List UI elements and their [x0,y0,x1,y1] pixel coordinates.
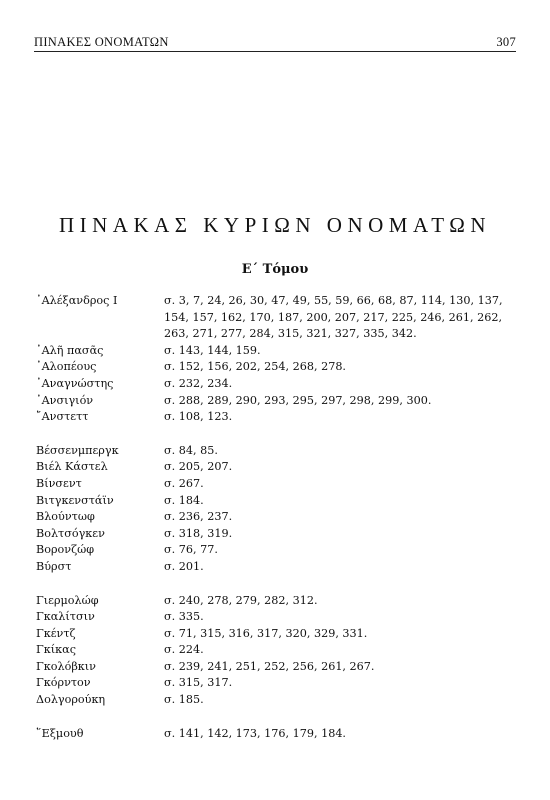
entry-name: Γιερμολώφ [36,593,99,607]
entry-pages: σ. 3, 7, 24, 26, 30, 47, 49, 55, 59, 66, 68, 87, 114, 130, 137, 154, 157, 162, 170, 187, 200, 207, 217, 225, 246, 261, 262, 263, 271, 277, 284, 315, 321, 327, 335, 342. [164,294,503,341]
entry-name: Γκολόβκιν [36,659,96,673]
entry-name: Βιέλ Κάστελ [36,460,108,474]
entry-pages: σ. 318, 319. [164,526,233,540]
entry-name: Βίνσεντ [36,476,82,490]
entry-pages: σ. 239, 241, 251, 252, 256, 261, 267. [164,659,375,673]
entry-name: ᾽Ανσιγιόν [36,393,94,407]
entry-pages: σ. 335. [164,610,204,624]
entry-pages: σ. 240, 278, 279, 282, 312. [164,593,318,607]
index-entry [36,459,516,476]
index-entry [36,393,516,410]
index-entry [36,443,516,460]
entry-pages: σ. 288, 289, 290, 293, 295, 297, 298, 299, 300. [164,393,432,407]
entry-name: Βορονζώφ [36,543,95,557]
index-entry [36,493,516,510]
running-title: ΠΙΝΑΚΕΣ ΟΝΟΜΑΤΩΝ [34,35,169,49]
entry-name: Γκίκας [36,643,76,657]
index-entry [36,659,516,676]
index-entry [36,476,516,493]
entry-pages: σ. 315, 317. [164,676,233,690]
index-entry [36,509,516,526]
group-spacer [36,426,516,443]
index-entry [36,409,516,426]
index-entry [36,609,516,626]
entry-pages: σ. 143, 144, 159. [164,343,261,357]
index-entry [36,593,516,610]
index-entry [36,626,516,643]
entry-name: Βύρστ [36,559,72,573]
index-title: ΠΙΝΑΚΑΣ ΚΥΡΙΩΝ ΟΝΟΜΑΤΩΝ [58,213,492,237]
index-entry [36,343,516,360]
entry-name: Δολγορούκη [36,693,106,707]
entry-pages: σ. 236, 237. [164,510,233,524]
entry-pages: σ. 224. [164,643,204,657]
entry-name: Βέσσενμπεργκ [36,443,119,457]
entry-pages: σ. 184. [164,493,204,507]
name-index [36,293,516,742]
entry-name: Γκαλίτσιν [36,610,95,624]
entry-name: ᾽Αλέξανδρος Ι [36,294,118,307]
entry-pages: σ. 108, 123. [164,410,233,424]
entry-name: Βλούντωφ [36,510,95,524]
header-rule [34,51,516,52]
entry-name: ῎Ανστεττ [36,410,89,424]
group-spacer [36,709,516,726]
entry-pages: σ. 76, 77. [164,543,218,557]
running-head [34,32,516,50]
entry-name: ᾽Αλοπέους [36,360,97,374]
index-entry [36,642,516,659]
entry-pages: σ. 267. [164,476,204,490]
entry-name: Γκέντζ [36,626,76,640]
index-entry [36,726,516,743]
index-entry [36,526,516,543]
entry-pages: σ. 141, 142, 173, 176, 179, 184. [164,726,346,740]
index-entry [36,376,516,393]
index-entry [36,542,516,559]
page-number: 307 [496,35,516,49]
volume-subtitle: Ε΄ Τόμου [241,262,309,277]
index-entry [36,559,516,576]
entry-name: ᾽Αναγνώστης [36,376,114,390]
entry-pages: σ. 152, 156, 202, 254, 268, 278. [164,360,346,374]
entry-name: Γκόρντον [36,676,91,690]
entry-name: Βιτγκενστάϊν [36,493,114,507]
entry-name: ῞Εξμουθ [36,726,84,740]
entry-pages: σ. 185. [164,693,204,707]
entry-pages: σ. 71, 315, 316, 317, 320, 329, 331. [164,626,368,640]
group-spacer [36,576,516,593]
entry-pages: σ. 201. [164,559,204,573]
entry-name: Βολτσόγκεν [36,526,105,540]
index-entry [36,692,516,709]
entry-pages: σ. 84, 85. [164,443,218,457]
index-entry [36,293,516,343]
entry-pages: σ. 205, 207. [164,460,233,474]
entry-name: ᾽Αλῆ πασᾶς [36,343,104,357]
index-entry [36,675,516,692]
entry-pages: σ. 232, 234. [164,376,233,390]
index-entry [36,359,516,376]
